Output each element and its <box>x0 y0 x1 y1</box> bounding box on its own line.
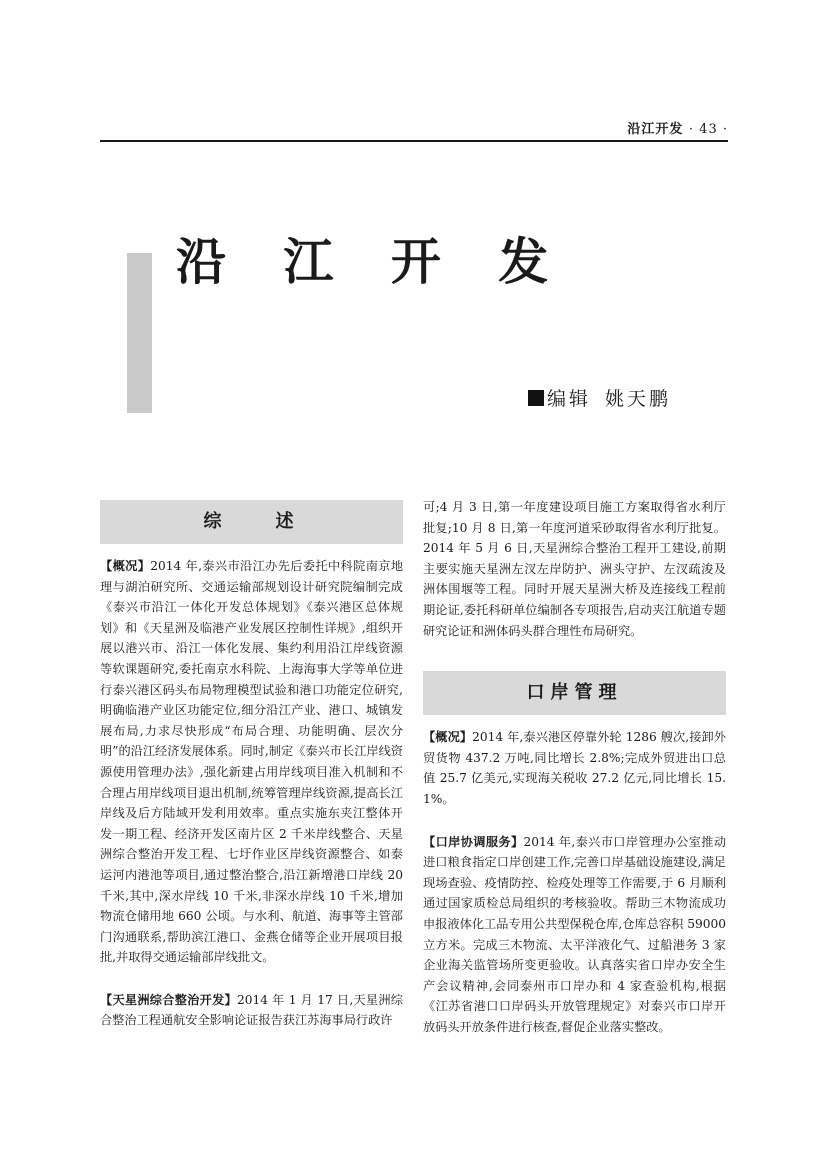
running-title: 沿江开发 <box>627 122 684 137</box>
paragraph-port-overview <box>423 727 726 809</box>
paragraph-port-coordination <box>423 832 726 1038</box>
editor-label: 编辑 <box>547 388 592 410</box>
left-column <box>100 490 403 1031</box>
header-rule <box>100 140 728 142</box>
section-heading-zongshu <box>100 500 403 544</box>
paragraph-tianxingzhou-continued <box>423 497 726 641</box>
running-head <box>100 118 728 137</box>
section-heading-kouan: 口岸管理 <box>423 671 726 715</box>
page-number: · 43 · <box>688 122 728 137</box>
paragraph-body: 2014 年,泰兴市沿江办先后委托中科院南京地理与湖泊研究所、交通运输部规划设计研究院编制完成《泰兴市沿江一体化开发总体规划》《泰兴港区总体规划》和《天星洲及临港产业发展区控制性详规》,组织开展以港兴市、沿江一体化发展、集约利用沿江岸线资源等软课题研究,委托南京水科院、上海海事大学等单位进行泰兴港区码头布局物理模型试验和港口功能定位研究,明确临港产业区功能定位,细分沿江产业、港口、城镇发展布局,力求尽快形成“布局合理、功能明确、层次分明”的沿江经济发展体系。同时,制定《泰兴市长江岸线资源使用管理办法》,强化新建占用岸线项目准入机制和不合理占用岸线项目退出机制,统筹管理岸线资源,提高长江岸线及后方陆域开发利用效率。重点实施东夹江整体开发一期工程、经济开发区南片区 2 千米岸线整合、天星洲综合整治开发工程、七圩作业区岸线资源整合、如泰运河内港池等项目,通过整治整合,沿江新增港口岸线 20 千米,其中,深水岸线 10 千米,非深水岸线 10 千米,增加物流仓储用地 660 公顷。与水利、航道、海事等主管部门沟通联系,帮助滨江港口、金燕仓储等企业开展项目报批,并取得交通运输部岸线批文。 <box>100 559 404 965</box>
paragraph-body: 可;4 月 3 日,第一年度建设项目施工方案取得省水利厅批复;10 月 8 日,第一年度河道采砂取得省水利厅批复。2014 年 5 月 6 日,天星洲综合整治工程开工建设,前期主要实施天星洲左汊左岸防护、洲头守护、左汊疏浚及洲体围堰等工程。同时开展天星洲大桥及连接线工程前期论证,委托科研单位编制各专项报告,启动夹江航道专题研究论证和洲体码头群合理性布局研究。 <box>423 500 726 638</box>
square-bullet-icon <box>528 390 544 406</box>
right-column <box>423 497 726 1037</box>
paragraph-lead: 【口岸协调服务】 <box>423 834 524 849</box>
paragraph-lead: 【概况】 <box>423 730 473 745</box>
paragraph-body: 2014 年,泰兴港区停靠外轮 1286 艘次,接卸外贸货物 437.2 万吨,同比增长 2.8%;完成外贸进出口总值 25.7 亿美元,实现海关税收 27.2 亿元,同比增长 15.1%。 <box>423 730 726 806</box>
paragraph-body: 2014 年,泰兴市口岸管理办公室推动进口粮食指定口岸创建工作,完善口岸基础设施建设,满足现场查验、疫情防控、检疫处理等工作需要,于 6 月顺利通过国家质检总局组织的考核验收。帮助三木物流成功申报液体化工品专用公共型保税仓库,仓库总容积 59000 立方米。完成三木物流、太平洋液化气、过船港务 3 家企业海关监管场所变更验收。认真落实省口岸办安全生产会议精神,会同泰州市口岸办和 4 家查验机构,根据《江苏省港口口岸码头开放管理规定》对泰兴市口岸开放码头开放条件进行核查,督促企业落实整改。 <box>423 834 727 1034</box>
chapter-title: 沿 江 开 发 <box>176 232 569 291</box>
paragraph-tianxingzhou <box>100 990 403 1031</box>
editor-credit <box>528 386 671 412</box>
paragraph-lead: 【天星洲综合整治开发】 <box>100 992 237 1007</box>
section-heading-char: 述 <box>275 511 300 532</box>
section-heading-char: 综 <box>203 511 228 532</box>
editor-name: 姚天鹏 <box>605 388 672 410</box>
paragraph-body: 2014 年 1 月 17 日,天星洲综合整治工程通航安全影响论证报告获江苏海事局行政许 <box>100 992 403 1028</box>
chapter-accent-bar <box>127 253 152 413</box>
paragraph-overview <box>100 556 403 968</box>
paragraph-lead: 【概况】 <box>100 559 151 573</box>
